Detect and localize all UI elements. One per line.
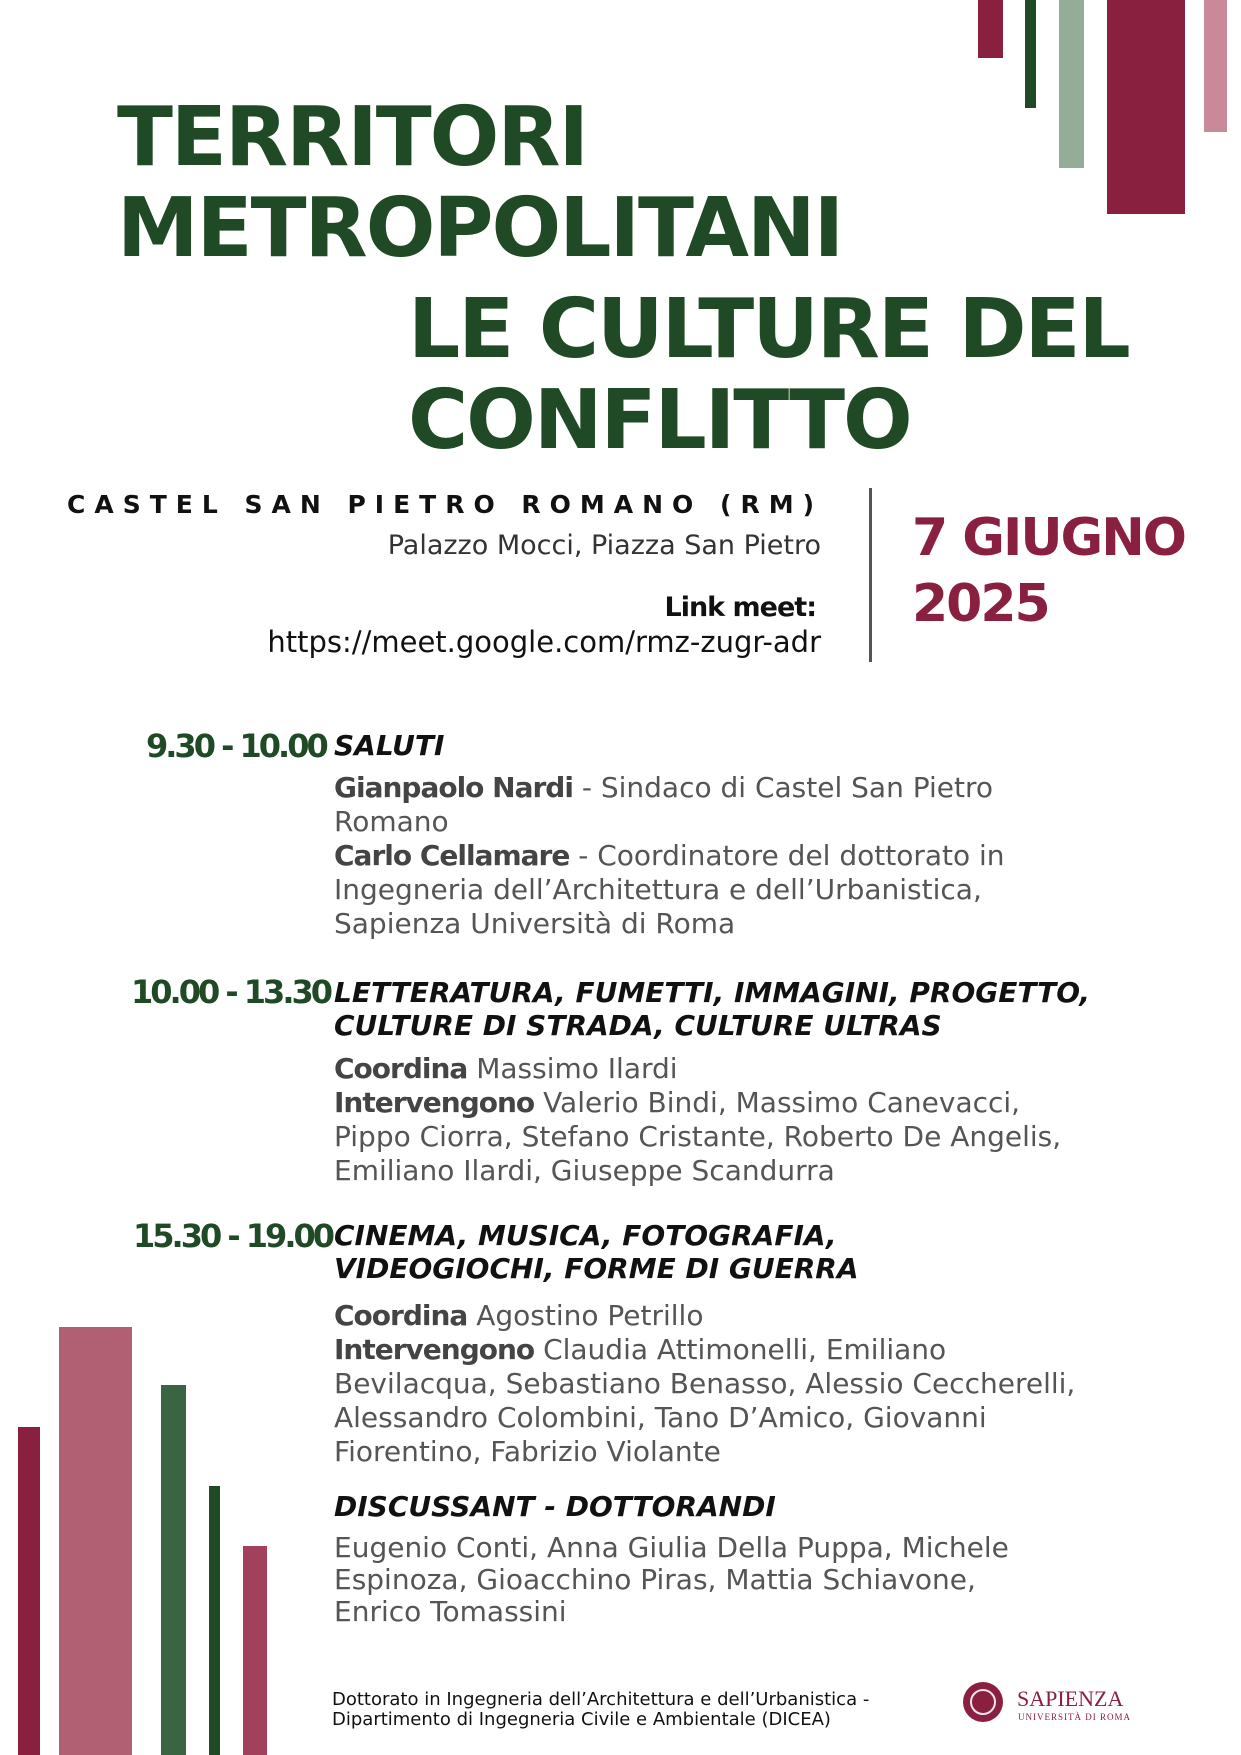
- discussant-list: Enrico Tomassini: [334, 1595, 567, 1628]
- coord-name: Agostino Petrillo: [467, 1299, 704, 1332]
- speaker-role-cont: Romano: [334, 805, 449, 838]
- speaker-role: - Sindaco di Castel San Pietro: [572, 771, 994, 804]
- discussant-title: DISCUSSANT - DOTTORANDI: [334, 1490, 776, 1523]
- session-3-title-a: CINEMA, MUSICA, FOTOGRAFIA,: [334, 1219, 837, 1252]
- decor-bar-bottom-5: [243, 1546, 267, 1755]
- speaker-role-cont: Ingegneria dell’Architettura e dell’Urbanistica,: [334, 873, 982, 906]
- decor-bar-bottom-3: [161, 1385, 186, 1755]
- title-line-4: CONFLITTO: [408, 373, 911, 468]
- footer-line-2: Dipartimento di Ingegneria Civile e Ambientale (DICEA): [332, 1709, 831, 1730]
- coord-label: Coordina: [334, 1299, 468, 1332]
- speaker-role: - Coordinatore del dottorato in: [569, 839, 1005, 872]
- title-line-1: TERRITORI: [117, 90, 588, 185]
- speakers-list-cont: Bevilacqua, Sebastiano Benasso, Alessio Ceccherelli,: [334, 1367, 1076, 1400]
- coord-label: Coordina: [334, 1052, 468, 1085]
- session-2-time: 10.00 - 13.30: [131, 973, 330, 1011]
- event-date: 7 GIUGNO: [912, 508, 1185, 568]
- venue-address: Palazzo Mocci, Piazza San Pietro: [387, 530, 821, 561]
- speakers-list-cont: Alessandro Colombini, Tano D’Amico, Giovanni: [334, 1401, 987, 1434]
- decor-bar-top-3: [1059, 0, 1084, 168]
- session-1-title: SALUTI: [334, 729, 445, 762]
- decor-bar-bottom-1: [18, 1427, 40, 1755]
- speaker-name: Carlo Cellamare: [334, 839, 570, 872]
- decor-bar-top-1: [978, 0, 1003, 58]
- footer-line-1: Dottorato in Ingegneria dell’Architettura e dell’Urbanistica -: [332, 1689, 870, 1710]
- decor-bar-top-2: [1025, 0, 1036, 108]
- meet-link[interactable]: https://meet.google.com/rmz-zugr-adr: [267, 625, 821, 659]
- speakers-label: Intervengono: [334, 1086, 535, 1119]
- session-1-speakers: [334, 771, 1134, 941]
- decor-bar-top-5: [1204, 0, 1227, 132]
- session-3-title-b: VIDEOGIOCHI, FORME DI GUERRA: [334, 1252, 859, 1285]
- speakers-label: Intervengono: [334, 1333, 535, 1366]
- decor-bar-bottom-4: [209, 1486, 220, 1755]
- session-2-speakers: [334, 1052, 1134, 1188]
- sapienza-seal-icon: [963, 1682, 1003, 1722]
- speaker-role-cont: Sapienza Università di Roma: [334, 907, 736, 940]
- discussant-list: Eugenio Conti, Anna Giulia Della Puppa, Michele: [334, 1531, 1009, 1564]
- discussant-names: [334, 1532, 1134, 1628]
- session-2-title-b: CULTURE DI STRADA, CULTURE ULTRAS: [334, 1009, 942, 1042]
- title-line-2: METROPOLITANI: [117, 181, 843, 276]
- session-3-time: 15.30 - 19.00: [133, 1217, 332, 1255]
- session-3-speakers: [334, 1299, 1134, 1469]
- event-year: 2025: [912, 574, 1049, 634]
- sapienza-logo-sub: UNIVERSITÀ DI ROMA: [1018, 1712, 1131, 1722]
- speakers-list-cont: Emiliano Ilardi, Giuseppe Scandurra: [334, 1154, 835, 1187]
- session-1-time: 9.30 - 10.00: [146, 727, 326, 765]
- speakers-list: Claudia Attimonelli, Emiliano: [534, 1333, 947, 1366]
- decor-bar-top-4: [1107, 0, 1185, 214]
- title-line-3: LE CULTURE DEL: [408, 282, 1129, 377]
- decor-bar-bottom-2: [59, 1327, 132, 1755]
- footer-text: [332, 1690, 869, 1730]
- speaker-name: Gianpaolo Nardi: [334, 771, 573, 804]
- discussant-list: Espinoza, Gioacchino Piras, Mattia Schiavone,: [334, 1563, 976, 1596]
- sapienza-logo-name: SAPIENZA: [1017, 1686, 1124, 1711]
- session-2-title-a: LETTERATURA, FUMETTI, IMMAGINI, PROGETTO,: [334, 976, 1091, 1009]
- divider-line: [869, 488, 872, 662]
- venue-place: CASTEL SAN PIETRO ROMANO (RM): [67, 490, 823, 519]
- speakers-list: Valerio Bindi, Massimo Canevacci,: [534, 1086, 1021, 1119]
- coord-name: Massimo Ilardi: [467, 1052, 678, 1085]
- speakers-list-cont: Pippo Ciorra, Stefano Cristante, Roberto De Angelis,: [334, 1120, 1062, 1153]
- meet-link-label: Link meet:: [664, 592, 816, 623]
- speakers-list-cont: Fiorentino, Fabrizio Violante: [334, 1435, 721, 1468]
